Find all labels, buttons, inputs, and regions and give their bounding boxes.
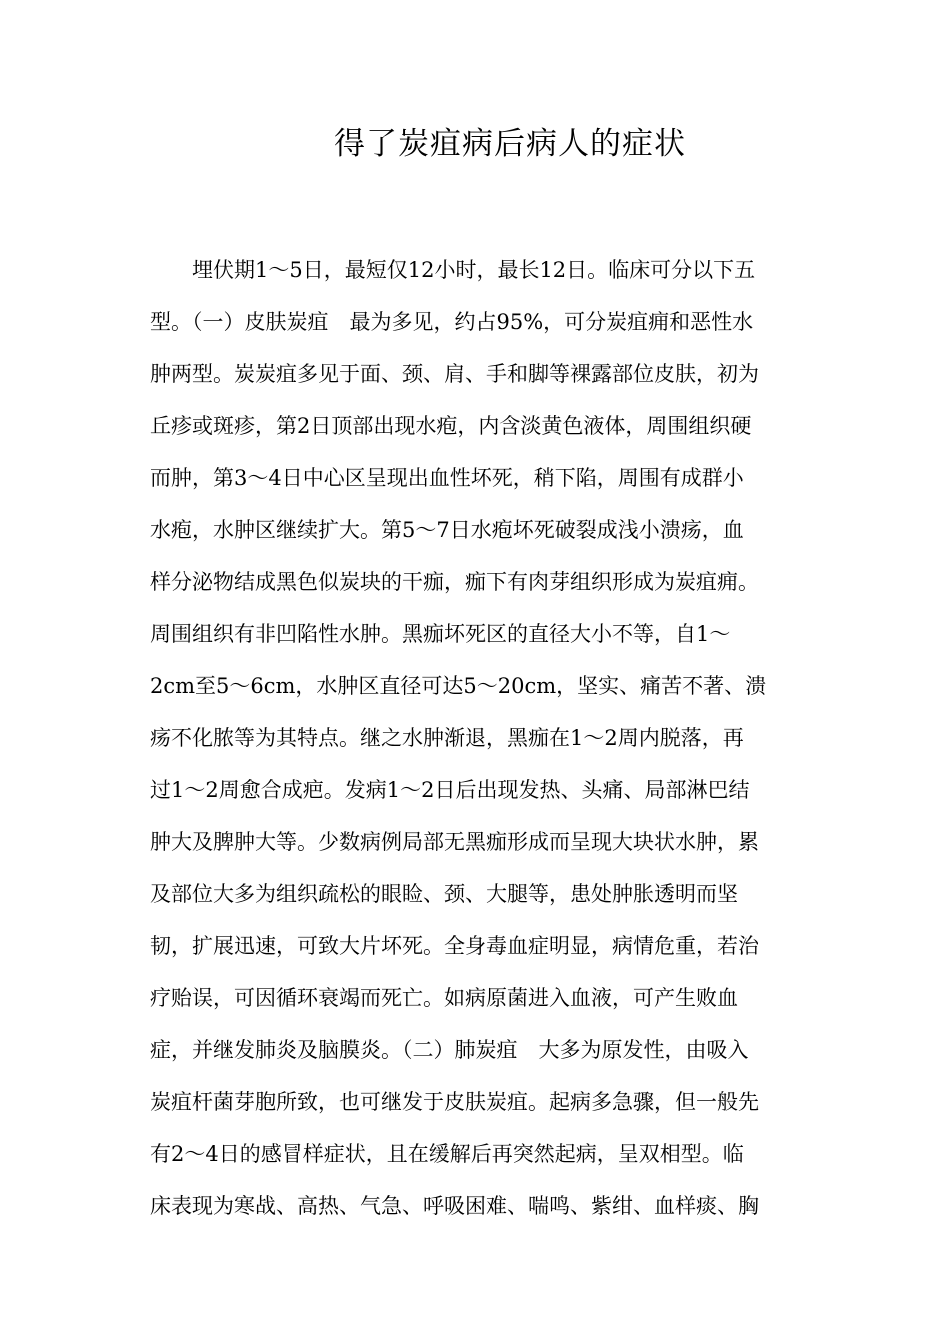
body-line: 埋伏期1～5日，最短仅12小时，最长12日。临床可分以下五 [192, 258, 756, 282]
body-line: 而肿，第3～4日中心区呈现出血性坏死，稍下陷，周围有成群小 [150, 466, 744, 490]
document-title: 得了炭疽病后病人的症状 [334, 126, 686, 162]
body-line: 水疱，水肿区继续扩大。第5～7日水疱坏死破裂成浅小溃疡，血 [150, 518, 744, 542]
body-line: 肿两型。炭炭疽多见于面、颈、肩、手和脚等裸露部位皮肤，初为 [150, 362, 759, 386]
body-line: 疡不化脓等为其特点。继之水肿渐退，黑痂在1～2周内脱落，再 [150, 726, 744, 750]
body-line: 疗贻误，可因循环衰竭而死亡。如病原菌进入血液，可产生败血 [150, 986, 738, 1010]
body-line: 样分泌物结成黑色似炭块的干痂，痂下有肉芽组织形成为炭疽痈。 [150, 570, 759, 594]
body-line: 炭疽杆菌芽胞所致，也可继发于皮肤炭疽。起病多急骤，但一般先 [150, 1090, 759, 1114]
body-line: 过1～2周愈合成疤。发病1～2日后出现发热、头痛、局部淋巴结 [150, 778, 750, 802]
document-body [150, 244, 805, 1232]
body-line: 丘疹或斑疹，第2日顶部出现水疱，内含淡黄色液体，周围组织硬 [150, 414, 752, 438]
body-line: 韧，扩展迅速，可致大片坏死。全身毒血症明显，病情危重，若治 [150, 934, 759, 958]
body-line: 症，并继发肺炎及脑膜炎。（二）肺炭疽 大多为原发性，由吸入 [150, 1038, 749, 1062]
body-line: 有2～4日的感冒样症状，且在缓解后再突然起病，呈双相型。临 [150, 1142, 744, 1166]
body-line: 及部位大多为组织疏松的眼睑、颈、大腿等，患处肿胀透明而坚 [150, 882, 738, 906]
body-line: 床表现为寒战、高热、气急、呼吸困难、喘鸣、紫绀、血样痰、胸 [150, 1194, 759, 1218]
body-line: 周围组织有非凹陷性水肿。黑痂坏死区的直径大小不等，自1～ [150, 622, 731, 646]
body-line: 2cm至5～6cm，水肿区直径可达5～20cm，坚实、痛苦不著、溃 [150, 674, 767, 698]
body-line: 型。（一）皮肤炭疽 最为多见，约占95%，可分炭疽痈和恶性水 [150, 310, 754, 334]
body-line: 肿大及脾肿大等。少数病例局部无黑痂形成而呈现大块状水肿，累 [150, 830, 759, 854]
